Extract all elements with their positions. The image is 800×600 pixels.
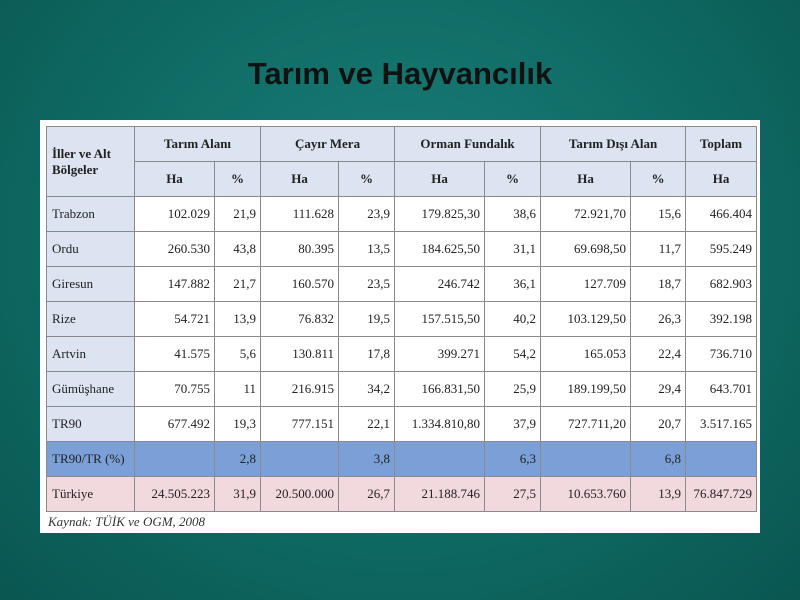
region-cell: Giresun: [47, 267, 135, 302]
value-cell: 31,1: [485, 232, 541, 267]
sub-header-pct: %: [339, 162, 395, 197]
group-header: Tarım Dışı Alan: [541, 127, 686, 162]
source-note: Kaynak: TÜİK ve OGM, 2008: [48, 514, 206, 529]
value-cell: 682.903: [686, 267, 757, 302]
table-panel: [40, 120, 760, 533]
value-cell: 260.530: [135, 232, 215, 267]
sub-header-ha: Ha: [135, 162, 215, 197]
table-row: [47, 232, 757, 267]
region-cell: Rize: [47, 302, 135, 337]
value-cell: 76.832: [261, 302, 339, 337]
value-cell: 22,4: [631, 337, 686, 372]
value-cell: 216.915: [261, 372, 339, 407]
value-cell: 399.271: [395, 337, 485, 372]
value-cell: 29,4: [631, 372, 686, 407]
value-cell: 20,7: [631, 407, 686, 442]
sub-header-pct: %: [485, 162, 541, 197]
land-use-table: [46, 126, 757, 512]
value-cell: 727.711,20: [541, 407, 631, 442]
value-cell: 2,8: [215, 442, 261, 477]
value-cell: 3.517.165: [686, 407, 757, 442]
value-cell: 43,8: [215, 232, 261, 267]
value-cell: 76.847.729: [686, 477, 757, 512]
value-cell: 22,1: [339, 407, 395, 442]
value-cell: 70.755: [135, 372, 215, 407]
value-cell: 246.742: [395, 267, 485, 302]
group-header: Tarım Alanı: [135, 127, 261, 162]
region-cell: Türkiye: [47, 477, 135, 512]
table-row: [47, 267, 757, 302]
region-cell: Trabzon: [47, 197, 135, 232]
value-cell: 40,2: [485, 302, 541, 337]
slide-title: Tarım ve Hayvancılık: [247, 56, 553, 91]
value-cell: 13,5: [339, 232, 395, 267]
value-cell: 3,8: [339, 442, 395, 477]
value-cell: 103.129,50: [541, 302, 631, 337]
value-cell: 15,6: [631, 197, 686, 232]
table-row: [47, 302, 757, 337]
table-row: [47, 442, 757, 477]
value-cell: 127.709: [541, 267, 631, 302]
value-cell: 189.199,50: [541, 372, 631, 407]
value-cell: 31,9: [215, 477, 261, 512]
value-cell: 160.570: [261, 267, 339, 302]
sub-header-pct: %: [631, 162, 686, 197]
sub-header-ha: Ha: [686, 162, 757, 197]
region-cell: Artvin: [47, 337, 135, 372]
value-cell: 26,7: [339, 477, 395, 512]
value-cell: 392.198: [686, 302, 757, 337]
value-cell: [395, 442, 485, 477]
value-cell: 13,9: [631, 477, 686, 512]
value-cell: 466.404: [686, 197, 757, 232]
value-cell: 11: [215, 372, 261, 407]
group-header: Orman Fundalık: [395, 127, 541, 162]
value-cell: 34,2: [339, 372, 395, 407]
value-cell: 21,9: [215, 197, 261, 232]
region-header: İller ve Alt Bölgeler: [47, 127, 135, 197]
value-cell: 54,2: [485, 337, 541, 372]
value-cell: 24.505.223: [135, 477, 215, 512]
table-row: [47, 337, 757, 372]
group-header: Toplam: [686, 127, 757, 162]
value-cell: 54.721: [135, 302, 215, 337]
value-cell: 27,5: [485, 477, 541, 512]
value-cell: 130.811: [261, 337, 339, 372]
value-cell: 111.628: [261, 197, 339, 232]
value-cell: 736.710: [686, 337, 757, 372]
value-cell: [541, 442, 631, 477]
value-cell: 157.515,50: [395, 302, 485, 337]
value-cell: 643.701: [686, 372, 757, 407]
value-cell: 184.625,50: [395, 232, 485, 267]
sub-header-ha: Ha: [541, 162, 631, 197]
value-cell: 17,8: [339, 337, 395, 372]
table-row: [47, 477, 757, 512]
value-cell: 20.500.000: [261, 477, 339, 512]
value-cell: 165.053: [541, 337, 631, 372]
value-cell: 80.395: [261, 232, 339, 267]
value-cell: [135, 442, 215, 477]
value-cell: 147.882: [135, 267, 215, 302]
table-row: [47, 407, 757, 442]
value-cell: 11,7: [631, 232, 686, 267]
value-cell: 13,9: [215, 302, 261, 337]
value-cell: 21,7: [215, 267, 261, 302]
region-cell: Gümüşhane: [47, 372, 135, 407]
value-cell: 6,3: [485, 442, 541, 477]
value-cell: 179.825,30: [395, 197, 485, 232]
value-cell: [686, 442, 757, 477]
region-cell: TR90/TR (%): [47, 442, 135, 477]
value-cell: 1.334.810,80: [395, 407, 485, 442]
value-cell: 19,3: [215, 407, 261, 442]
value-cell: 23,5: [339, 267, 395, 302]
value-cell: 166.831,50: [395, 372, 485, 407]
value-cell: 25,9: [485, 372, 541, 407]
value-cell: 595.249: [686, 232, 757, 267]
value-cell: 72.921,70: [541, 197, 631, 232]
sub-header-ha: Ha: [261, 162, 339, 197]
value-cell: 38,6: [485, 197, 541, 232]
value-cell: 21.188.746: [395, 477, 485, 512]
table-row: [47, 372, 757, 407]
value-cell: [261, 442, 339, 477]
region-cell: Ordu: [47, 232, 135, 267]
value-cell: 18,7: [631, 267, 686, 302]
value-cell: 41.575: [135, 337, 215, 372]
value-cell: 5,6: [215, 337, 261, 372]
value-cell: 6,8: [631, 442, 686, 477]
value-cell: 677.492: [135, 407, 215, 442]
value-cell: 23,9: [339, 197, 395, 232]
value-cell: 69.698,50: [541, 232, 631, 267]
region-cell: TR90: [47, 407, 135, 442]
value-cell: 777.151: [261, 407, 339, 442]
sub-header-ha: Ha: [395, 162, 485, 197]
value-cell: 102.029: [135, 197, 215, 232]
value-cell: 26,3: [631, 302, 686, 337]
value-cell: 37,9: [485, 407, 541, 442]
table-row: [47, 197, 757, 232]
value-cell: 36,1: [485, 267, 541, 302]
value-cell: 19,5: [339, 302, 395, 337]
group-header: Çayır Mera: [261, 127, 395, 162]
value-cell: 10.653.760: [541, 477, 631, 512]
table-body: [47, 197, 757, 512]
sub-header-pct: %: [215, 162, 261, 197]
